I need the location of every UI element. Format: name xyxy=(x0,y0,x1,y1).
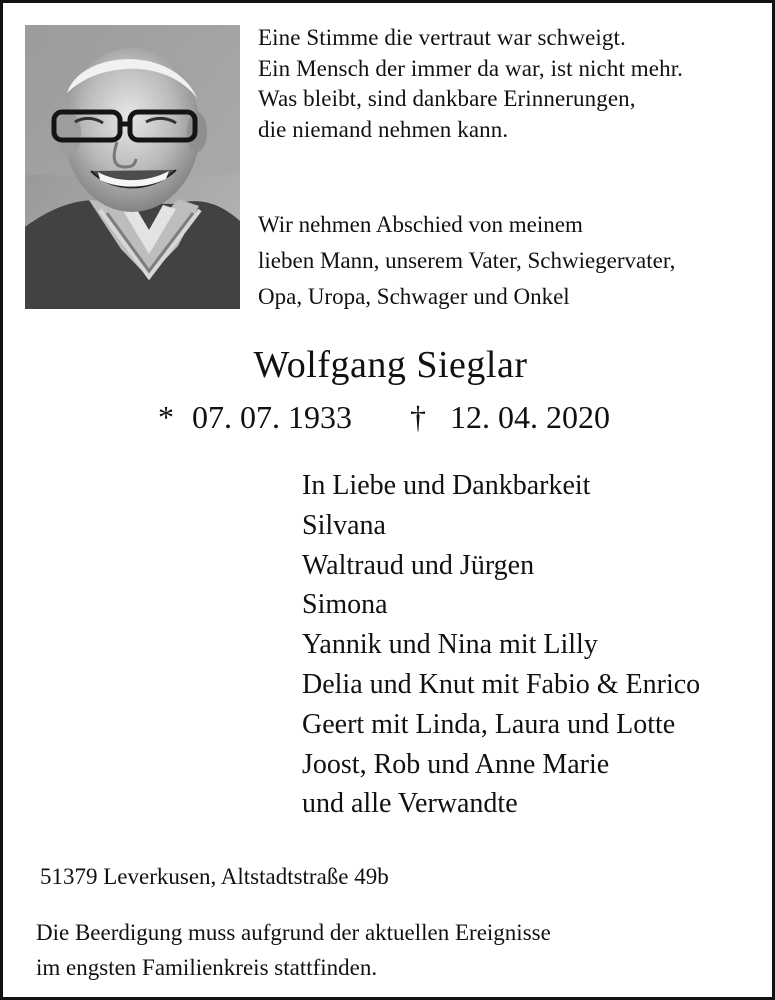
poem-line: Was bleibt, sind dankbare Erinnerungen, xyxy=(258,86,636,111)
poem-line: die niemand nehmen kann. xyxy=(258,116,509,142)
family-address: 51379 Leverkusen, Altstadtstraße 49b xyxy=(40,864,389,889)
poem-line: Eine Stimme die vertraut war schweigt. xyxy=(258,25,626,50)
family-line: Geert mit Linda, Laura und Lotte xyxy=(302,708,676,740)
birth-symbol: * xyxy=(158,399,174,435)
family-line: Waltraud und Jürgen xyxy=(302,549,535,581)
life-dates xyxy=(158,395,678,439)
notice-line: im engsten Familienkreis stattfinden. xyxy=(36,955,378,980)
death-symbol: † xyxy=(410,399,426,435)
birth-date: 07. 07. 1933 xyxy=(192,399,352,435)
funeral-notice xyxy=(36,915,736,985)
notice-line: Die Beerdigung muss aufgrund der aktuellen Ereignisse xyxy=(36,920,551,945)
family-line: In Liebe und Dankbarkeit xyxy=(302,470,591,501)
death-date: 12. 04. 2020 xyxy=(450,399,610,435)
family-line: Delia und Knut mit Fabio & Enrico xyxy=(302,668,701,700)
introduction-line: lieben Mann, unserem Vater, Schwiegervater, xyxy=(258,248,676,273)
introduction-line: Wir nehmen Abschied von meinem xyxy=(258,212,583,237)
family-signatures xyxy=(302,466,772,824)
portrait-photo xyxy=(25,25,240,309)
farewell-introduction xyxy=(258,207,763,315)
portrait-image xyxy=(25,25,240,309)
family-line: Silvana xyxy=(302,509,386,541)
poem-line: Ein Mensch der immer da war, ist nicht mehr. xyxy=(258,55,684,81)
family-line: und alle Verwandte xyxy=(302,788,518,820)
introduction-line: Opa, Uropa, Schwager und Onkel xyxy=(258,284,570,309)
family-line: Yannik und Nina mit Lilly xyxy=(302,629,598,661)
family-line: Joost, Rob und Anne Marie xyxy=(302,748,610,780)
deceased-name: Wolfgang Sieglar xyxy=(253,344,528,386)
memorial-poem xyxy=(258,23,763,145)
family-line: Simona xyxy=(302,589,388,621)
